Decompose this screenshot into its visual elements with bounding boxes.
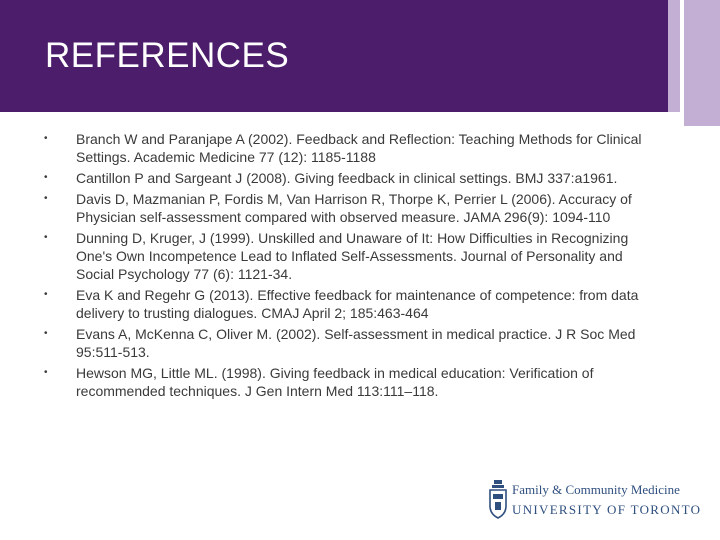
bullet-icon: • — [44, 133, 48, 144]
reference-text: Cantillon P and Sargeant J (2008). Giving feedback in clinical settings. BMJ 337:a1961. — [76, 170, 618, 186]
university-name: UNIVERSITY OF TORONTO — [512, 502, 702, 517]
accent-block — [684, 0, 720, 126]
department-name: Family & Community Medicine — [512, 482, 680, 497]
reference-item — [40, 190, 660, 226]
reference-list — [40, 130, 660, 403]
university-crest-icon — [488, 480, 508, 520]
bullet-icon: • — [44, 193, 48, 204]
bullet-icon: • — [44, 289, 48, 300]
reference-text: Eva K and Regehr G (2013). Effective feedback for maintenance of competence: from data delivery to trusting dialogues. CMAJ April 2; 185:463-464 — [76, 287, 639, 321]
reference-item — [40, 130, 660, 166]
bullet-icon: • — [44, 232, 48, 243]
reference-text: Davis D, Mazmanian P, Fordis M, Van Harrison R, Thorpe K, Perrier L (2006). Accuracy of Physician self-assessment compared with observed measure. JAMA 296(9): 1094-110 — [76, 191, 632, 225]
university-logo — [488, 478, 702, 524]
reference-text: Branch W and Paranjape A (2002). Feedback and Reflection: Teaching Methods for Clinical Settings. Academic Medicine 77 (12): 1185-1188 — [76, 131, 642, 165]
reference-item — [40, 169, 660, 187]
reference-text: Evans A, McKenna C, Oliver M. (2002). Self-assessment in medical practice. J R Soc Med 95:511-513. — [76, 326, 636, 360]
reference-text: Dunning D, Kruger, J (1999). Unskilled and Unaware of It: How Difficulties in Recognizing One's Own Incompetence Lead to Inflated Self-Assessments. Journal of Personality and Social Psychology 77 (6): 1121-34. — [76, 230, 629, 282]
bullet-icon: • — [44, 367, 48, 378]
reference-item — [40, 286, 660, 322]
page-title: REFERENCES — [45, 36, 290, 75]
reference-item — [40, 229, 660, 283]
reference-text: Hewson MG, Little ML. (1998). Giving feedback in medical education: Verification of recommended techniques. J Gen Intern Med 113:111–118. — [76, 365, 594, 399]
bullet-icon: • — [44, 328, 48, 339]
reference-item — [40, 364, 660, 400]
reference-item — [40, 325, 660, 361]
bullet-icon: • — [44, 172, 48, 183]
title-banner — [0, 0, 668, 112]
